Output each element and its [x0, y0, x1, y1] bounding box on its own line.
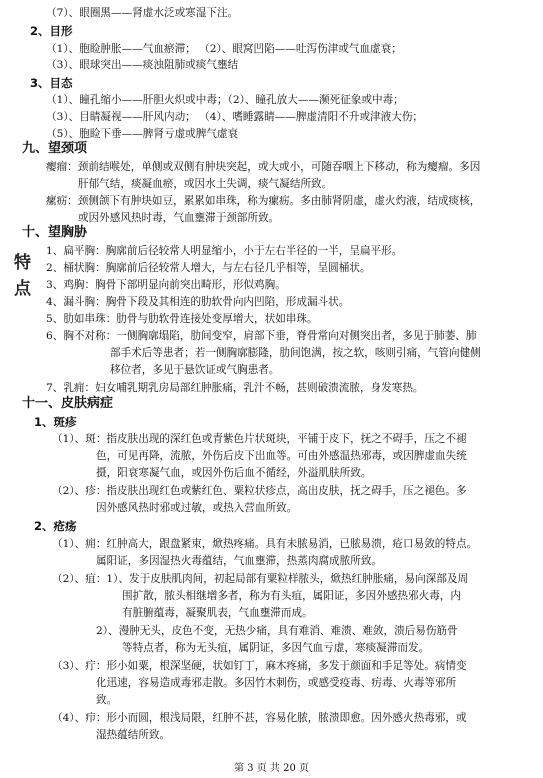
text-line: 1、扁平胸：胸廓前后径较常人明显缩小，小于左右半径的一半，呈扁平形。 — [46, 245, 403, 257]
subheading: 1、斑疹 — [34, 415, 77, 429]
text-line: （5）、胞睑下垂——脾肾亏虚或脾气虚衰 — [46, 128, 239, 140]
text-line: 肝郁气结，痰凝血瘀，或因水土失调，痰气凝结所致。 — [78, 178, 333, 190]
text-line: 3、鸡胸：胸骨下部明显向前突出畸形，形似鸡胸。 — [46, 279, 286, 291]
text-line: （3）、疔：形小如粟，根深坚硬，状如钉丁，麻木疼痛，多发于颜面和手足等处。病情变 — [52, 660, 467, 672]
text-line: 摄，阳衰寒凝气血，或因外伤后血不循经，外溢肌肤所致。 — [96, 467, 372, 479]
text-line: （3）、眼球突出——痰浊阻肺或痰气壅结 — [46, 59, 239, 71]
text-line: 5、肋如串珠：肋骨与肋软骨连接处变厚增大，状如串珠。 — [46, 313, 318, 325]
text-line: （1）、痈：红肿高大，跟盘紧束，焮热疼痛。具有未脓易消，已脓易溃，疮口易敛的特点。 — [52, 538, 478, 550]
text-line: 移位者，多见于悬饮证或气胸患者。 — [110, 364, 280, 376]
section-heading: 十一、皮肤病症 — [22, 396, 114, 411]
text-line: 瘰疬：颈侧颌下有肿块如豆，累累如串珠，称为瘰疬。多由肺肾阴虚，虚火灼液，结成痰核， — [46, 195, 481, 207]
text-line: 致。 — [96, 694, 118, 706]
text-line: 4、漏斗胸：胸骨下段及其相连的肋软骨向内凹陷，形成漏斗状。 — [46, 296, 350, 308]
side-char-dian: 点 — [14, 279, 31, 299]
text-line: 7、乳痈：妇女哺乳期乳房局部红肿胀痛，乳汁不畅，甚则破溃流脓，身发寒热。 — [46, 382, 424, 394]
text-line: 有脏腑蕴毒，凝聚肌表，气血壅滞而成。 — [122, 607, 313, 619]
text-line: 6、胸不对称：一侧胸廓塌陷，肋间变窄，肩部下垂，脊骨常向对侧突出者，多见于肺萎、肺 — [46, 330, 477, 342]
text-line: 部手术后等患者；若一侧胸廓膨隆，肋间饱满，按之软，咳则引痛，气管向健侧 — [110, 347, 481, 359]
subheading: 2、疮疡 — [34, 519, 77, 533]
text-line: 色，可见再降，流脓，外伤后皮下出血等。可由外感温热邪毒，或因脾虚血失统 — [96, 450, 467, 462]
text-line: （7）、眼圈黑——肾虚水泛或寒湿下注。 — [46, 7, 239, 19]
text-line: 化迅速，容易造成毒邪走散。多因竹木刺伤，或感受疫毒、疠毒、火毒等邪所 — [96, 677, 457, 689]
text-line: （1）、瞳孔缩小——肝胆火炽或中毒；（2）、瞳孔放大——濒死征象或中毒； — [46, 94, 404, 106]
section-heading: 九、望颈项 — [22, 141, 88, 156]
text-line: 围扩散，脓头相继增多者，称为有头疽，属阳证，多因外感热邪火毒，内 — [122, 590, 461, 602]
subheading: 3、目态 — [30, 76, 73, 90]
text-line: 2）、漫肿无头，皮色不变，无热少痛，具有难消、难溃、难敛，溃后易伤筋骨 — [96, 625, 458, 637]
text-line: 属阳证，多因湿热火毒蕴结，气血壅滞，热蒸肉腐成脓所致。 — [96, 555, 383, 567]
subheading: 2、目形 — [30, 24, 73, 38]
text-line: （2）、疹：指皮肤出现红色或紫红色、粟粒状疹点，高出皮肤，抚之碍手，压之褪色。多 — [52, 485, 467, 497]
text-line: 2、桶状胸：胸廓前后径较常人增大，与左右径几乎相等，呈圆桶状。 — [46, 262, 371, 274]
text-line: （4）、疖：形小而圆，根浅局限，红肿不甚，容易化脓，脓溃即愈。因外感火热毒邪，或 — [52, 712, 467, 724]
text-line: 瘿瘤：颈前结喉处，单侧或双侧有肿块突起，或大或小，可随吞咽上下移动，称为瘿瘤。多因 — [46, 161, 481, 173]
text-line: （1）、胞睑肿胀——气血瘀滞； （2）、眼窝凹陷——吐泻伤津或气血虚衰； — [46, 43, 402, 55]
text-line: 因外感风热时邪或过敏，或热入营血所致。 — [96, 502, 298, 514]
text-line: 等特点者，称为无头疽，属阴证，多因气血亏虚，寒痰凝滞而发。 — [122, 642, 430, 654]
text-line: 或因外感风热时毒，气血壅滞于颈部所致。 — [78, 212, 280, 224]
page-footer: 第 3 页 共 20 页 — [234, 763, 309, 774]
text-line: （1）、斑：指皮肤出现的深红色或青紫色片状斑块，平铺于皮下，抚之不碍手，压之不褪 — [52, 433, 467, 445]
text-line: （2）、疽：1）、发于皮肤肌肉间，初起局部有粟粒样脓头，焮热红肿胀痛，易向深部及周 — [52, 573, 469, 585]
text-line: 湿热蕴结所致。 — [96, 729, 171, 741]
side-char-te: 特 — [14, 253, 31, 273]
text-line: （3）、目睛凝视——肝风内动； （4）、嗜睡露睛——脾虚清阳不升或津液大伤； — [46, 111, 424, 123]
section-heading: 十、望胸胁 — [22, 225, 88, 240]
